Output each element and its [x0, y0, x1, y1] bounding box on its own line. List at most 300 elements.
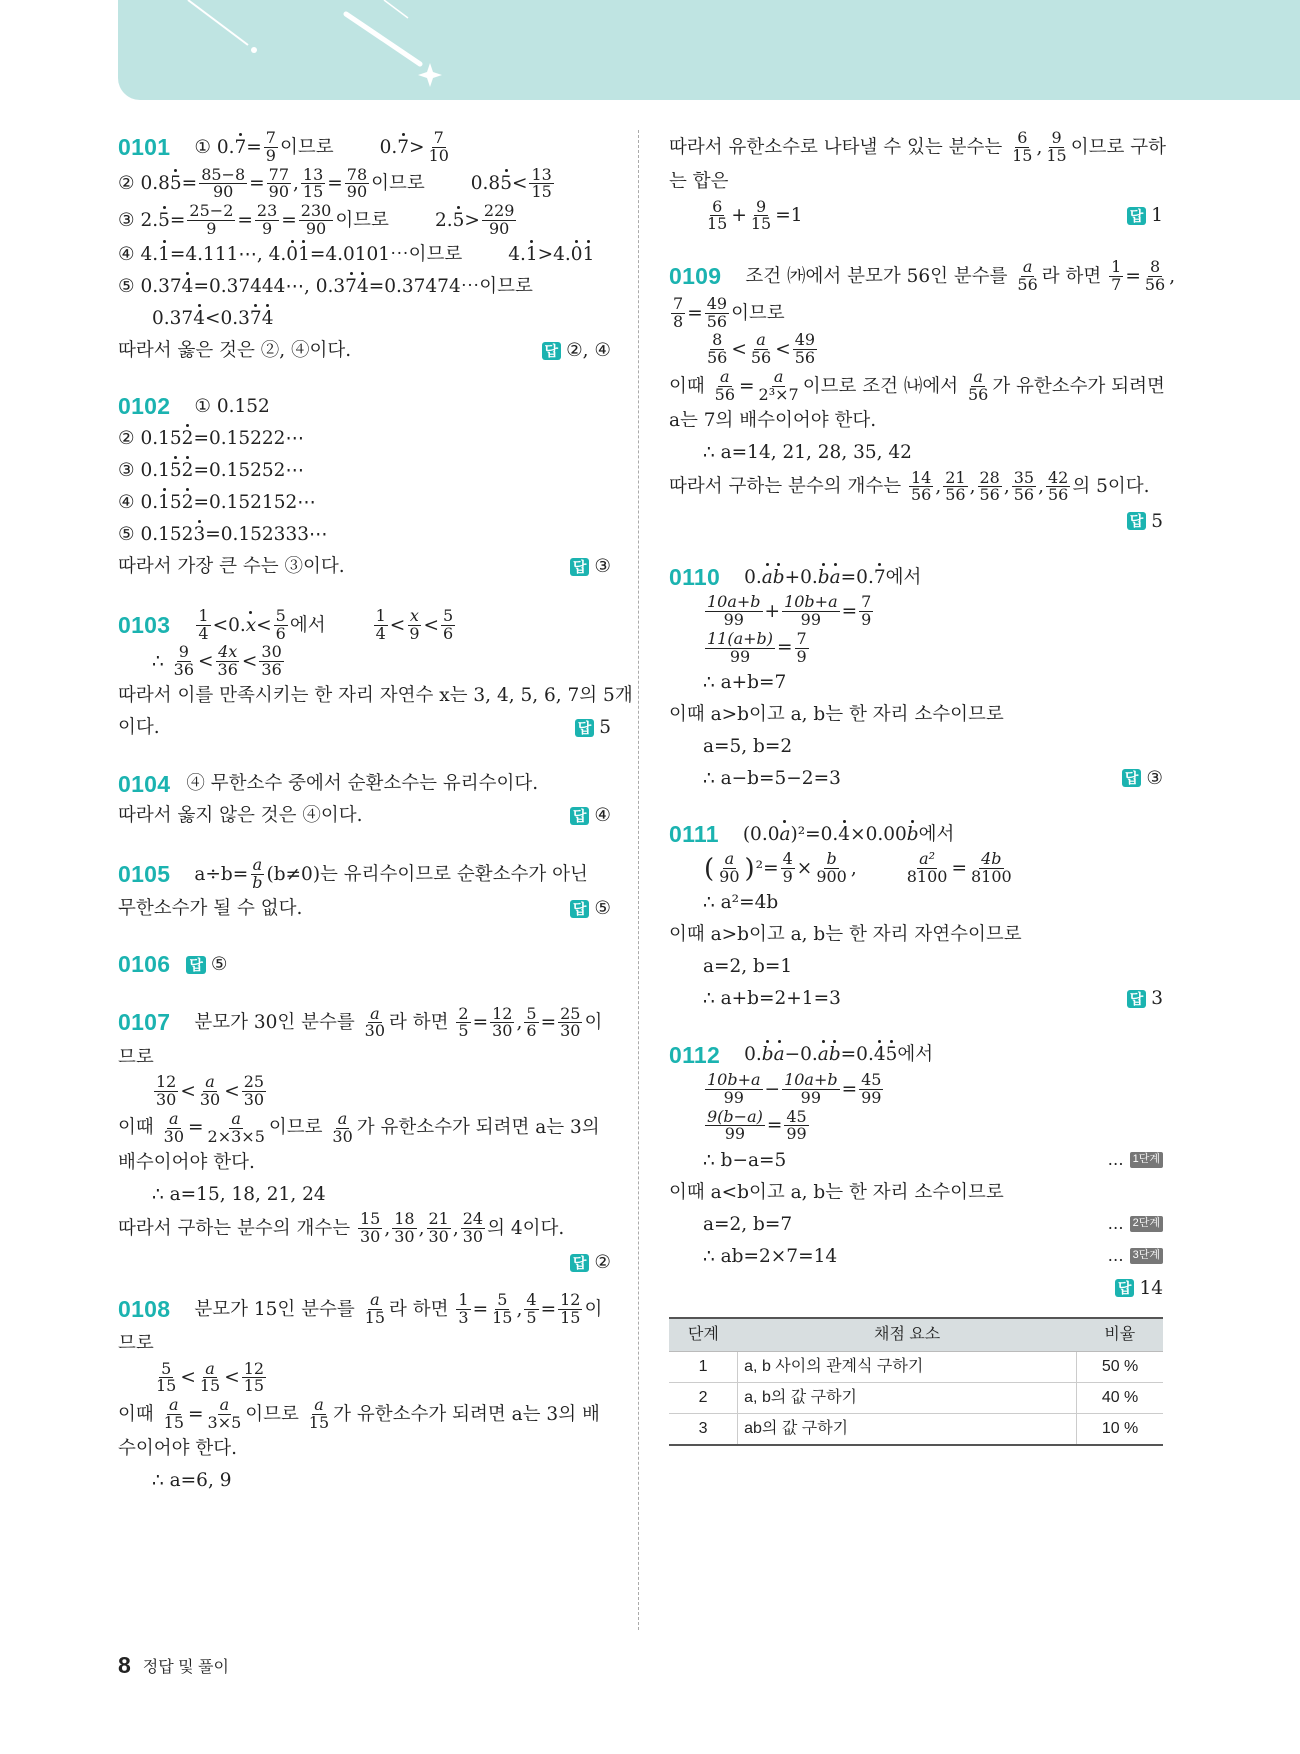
- numerator: 42: [1048, 467, 1069, 487]
- text: =: [281, 209, 297, 231]
- text: =0.: [840, 1044, 874, 1066]
- text: 2.: [434, 209, 453, 231]
- text: ② 0.8: [118, 173, 170, 195]
- text: ,: [452, 1218, 459, 1240]
- text: ,: [1036, 136, 1043, 158]
- fraction: [558, 1289, 582, 1327]
- text: =: [1125, 265, 1141, 287]
- p0109-line-5: [669, 406, 1163, 436]
- numerator: 7: [861, 592, 872, 612]
- p0102-conclusion: [118, 552, 611, 582]
- numerator: 9: [1051, 128, 1062, 147]
- text: =: [246, 136, 262, 158]
- repeat-digit: 5: [885, 1044, 898, 1066]
- numerator: 12: [156, 1072, 177, 1092]
- fraction: [782, 1069, 840, 1107]
- problem-number: 0106: [118, 951, 171, 978]
- answer-value: 3: [1151, 988, 1163, 1010]
- p0112-line-6: [669, 1209, 1163, 1239]
- answer: [570, 804, 611, 827]
- answer-value: ③: [1146, 767, 1163, 789]
- denominator: 15: [531, 182, 552, 202]
- p0101-line-6: [118, 304, 611, 334]
- text: >: [464, 209, 480, 231]
- p0103-line-3: [118, 681, 633, 711]
- denominator: 36: [217, 660, 238, 680]
- repeat-digit: 7: [234, 136, 247, 158]
- repeat-digit: 7: [345, 276, 357, 298]
- p0103-line-1: [118, 605, 611, 643]
- numerator: 45: [861, 1069, 882, 1089]
- numerator: 35: [1013, 467, 1035, 487]
- p0102-line-2: [118, 424, 611, 454]
- stage-marker: [1108, 1150, 1163, 1170]
- numerator: 5: [275, 605, 286, 625]
- p0111-line-6: [669, 984, 1163, 1014]
- denominator: 9: [261, 218, 273, 238]
- answer-badge: 답: [570, 807, 590, 825]
- fraction: [966, 366, 990, 404]
- streak-line-2: [346, 14, 420, 64]
- fraction: [969, 851, 1014, 886]
- numerator: 9: [178, 642, 189, 662]
- p0101-line-3: [118, 203, 611, 238]
- text: ⑤ 0.37: [118, 276, 182, 298]
- denominator: b: [252, 872, 263, 892]
- stage-marker: [1108, 1214, 1163, 1234]
- denominator: 5: [458, 1021, 469, 1041]
- problem-number: 0109: [669, 263, 722, 290]
- text: <: [241, 651, 258, 673]
- denominator: 9: [265, 145, 276, 165]
- p0112-line-2: [669, 1069, 1163, 1107]
- text: <: [198, 651, 214, 673]
- fraction: [1010, 130, 1034, 165]
- numerator: 7: [796, 628, 807, 648]
- text: =0.152333⋯: [205, 524, 328, 546]
- text: 는 합은: [669, 171, 729, 193]
- text: ,: [1169, 265, 1176, 287]
- fraction: [363, 1289, 387, 1327]
- fraction: [749, 196, 773, 234]
- text: <: [423, 614, 440, 636]
- p0112-line-3: [669, 1106, 1163, 1144]
- numerator: a: [1022, 257, 1033, 277]
- text: <: [731, 339, 747, 361]
- answer-badge: 답: [1127, 990, 1147, 1008]
- text: =: [739, 375, 755, 397]
- text: 가 유한소수가 되려면: [992, 375, 1165, 397]
- text: 에서: [918, 823, 955, 845]
- text: 이다.: [118, 717, 160, 739]
- text: =: [687, 302, 703, 324]
- denominator: 90: [346, 182, 368, 202]
- denominator: 6: [526, 1021, 537, 1041]
- numerator: 49: [794, 330, 816, 350]
- numerator: 25: [243, 1072, 265, 1092]
- text: 분모가 30인 분수를: [194, 1012, 355, 1034]
- text: 이때 a>b이고 a, b는 한 자리 소수이므로: [669, 703, 1004, 725]
- numerator: 1: [458, 1289, 469, 1309]
- denominator: 99: [723, 609, 744, 629]
- fraction: [757, 366, 801, 404]
- numerator: x: [409, 605, 419, 625]
- text: ,: [516, 1298, 523, 1320]
- denominator: 56: [707, 348, 728, 368]
- repeat-digit: a: [773, 1044, 785, 1066]
- text: 3: [238, 308, 250, 330]
- fraction: [456, 1289, 470, 1327]
- p0111-line-5: [669, 952, 1163, 982]
- numerator: 11(a+b): [707, 628, 774, 648]
- fraction: [264, 130, 278, 165]
- repeat-digit: a: [779, 823, 791, 845]
- cell-ratio: 50 %: [1077, 1352, 1163, 1383]
- p0107-line-1: [118, 1003, 611, 1041]
- p0101-line-5: [118, 272, 611, 302]
- text: ,: [293, 173, 299, 195]
- fraction: [905, 851, 950, 886]
- p0111-line-4: [669, 920, 1163, 950]
- numerator: a: [370, 1003, 380, 1023]
- fraction: [978, 467, 1002, 505]
- text: =1: [775, 205, 803, 227]
- fraction: [407, 605, 421, 643]
- text: +: [764, 600, 781, 622]
- text: 따라서 구하는 분수의 개수는: [669, 476, 902, 498]
- numerator: 229: [483, 201, 515, 221]
- numerator: 85−8: [201, 164, 246, 184]
- text: )²=0.: [790, 823, 839, 845]
- text: ∴ a²=4b: [703, 892, 779, 914]
- numerator: a: [724, 849, 735, 869]
- text: ,: [418, 1218, 425, 1240]
- denominator: 90: [305, 218, 327, 238]
- text: 이때: [118, 1403, 154, 1425]
- p0110-line-3: [669, 628, 1163, 666]
- denominator: 5: [526, 1307, 537, 1327]
- p0111-line-2: [669, 851, 1163, 886]
- text: −0.: [784, 1044, 818, 1066]
- p0112-line-1: [669, 1040, 1163, 1070]
- text: 따라서 구하는 분수의 개수는: [118, 1218, 351, 1240]
- fraction: [154, 1358, 178, 1396]
- answer: [1127, 987, 1163, 1010]
- answer-badge: 답: [570, 1254, 590, 1272]
- p0101-conclusion: [118, 336, 611, 366]
- denominator: 2×3×5: [207, 1126, 265, 1146]
- text: 0.37: [152, 308, 194, 330]
- repeat-digit: a: [829, 566, 841, 588]
- fraction: [427, 1211, 451, 1246]
- p0110-line-5: [669, 699, 1163, 729]
- ellipsis: …: [1107, 1214, 1124, 1234]
- repeat-digit: 1: [158, 244, 170, 266]
- fraction: [859, 1069, 883, 1107]
- text: <: [389, 614, 406, 636]
- repeat-digit: 5: [500, 173, 512, 195]
- denominator: 8100: [970, 867, 1012, 887]
- fraction: [206, 1108, 267, 1146]
- problem-number: 0104: [118, 770, 171, 797]
- numerator: 6: [712, 196, 723, 216]
- numerator: 7: [673, 293, 684, 313]
- text: 이므로: [279, 136, 334, 158]
- denominator: 56: [750, 348, 772, 368]
- p0108-line-7: [669, 128, 1166, 165]
- numerator: 4: [526, 1289, 537, 1309]
- text: =: [841, 600, 858, 622]
- fraction: [255, 203, 279, 238]
- fraction: [713, 366, 737, 404]
- text: ③ 2.: [118, 209, 159, 231]
- p0109-line-7: [669, 467, 1163, 505]
- denominator: 15: [1046, 145, 1067, 165]
- streak-line-3: [384, 0, 408, 18]
- repeat-digit: 2: [181, 460, 194, 482]
- text: 이므로 조건 ㈏에서: [802, 375, 959, 397]
- text: =4.0101⋯이므로: [309, 244, 463, 266]
- fraction: [705, 628, 775, 666]
- text: =: [540, 1298, 557, 1320]
- answer-value: ②: [594, 1252, 611, 1274]
- text: ④ 0.: [118, 492, 159, 514]
- fraction: [1044, 130, 1068, 165]
- repeat-digit: 7: [397, 136, 410, 158]
- fraction: [1012, 467, 1036, 505]
- numerator: 28: [979, 467, 1000, 487]
- p0109-line-4: [669, 366, 1165, 404]
- fraction: [1046, 467, 1070, 505]
- denominator: 90: [488, 218, 510, 238]
- repeat-digit: b: [772, 566, 785, 588]
- left-column: [118, 128, 633, 1498]
- text: 므로: [118, 1046, 154, 1068]
- problem-number: 0108: [118, 1295, 171, 1322]
- numerator: a: [337, 1108, 348, 1128]
- text: ④ 4.: [118, 244, 159, 266]
- numerator: b: [826, 849, 837, 869]
- denominator: 99: [723, 1087, 744, 1107]
- text: <: [180, 1080, 196, 1102]
- p0110-line-7: [669, 763, 1163, 793]
- text: 이므로 구하: [1070, 136, 1166, 158]
- fraction: [216, 644, 240, 679]
- text: 따라서 옳은 것은 ②, ④이다.: [118, 340, 352, 362]
- p0107-line-7: [118, 1211, 611, 1246]
- p0103-line-2: [118, 644, 611, 679]
- fraction: [705, 293, 729, 331]
- fraction: [307, 1397, 331, 1432]
- answer-badge: 답: [186, 956, 206, 974]
- denominator: 30: [199, 1089, 221, 1109]
- fraction: [242, 1074, 266, 1109]
- header-ratio: 비율: [1077, 1318, 1163, 1352]
- text: =: [237, 209, 253, 231]
- answer-badge: 답: [575, 719, 595, 737]
- text: 0.: [379, 136, 398, 158]
- text: ,: [969, 476, 976, 498]
- numerator: a: [205, 1358, 215, 1378]
- denominator: 56: [967, 384, 989, 404]
- problem-number: 0102: [118, 393, 171, 420]
- p0107-answer-line: [118, 1248, 611, 1278]
- fraction: [299, 203, 334, 238]
- denominator: 15: [163, 1412, 184, 1432]
- fraction: [363, 1003, 387, 1041]
- p0109-line-6: [669, 438, 1163, 468]
- fraction: [795, 628, 809, 666]
- fraction: [456, 1003, 470, 1041]
- p0101-line-1: [118, 130, 611, 165]
- numerator: 18: [394, 1209, 415, 1229]
- text: 분모가 15인 분수를: [194, 1298, 355, 1320]
- fraction: [441, 605, 455, 643]
- stage-tag: 1단계: [1130, 1152, 1163, 1168]
- fraction: [482, 203, 517, 238]
- numerator: 25−2: [189, 201, 234, 221]
- repeat-digit: 4: [261, 308, 274, 330]
- repeat-digit: 1: [525, 244, 538, 266]
- numerator: 10a+b: [707, 592, 761, 612]
- p0107-line-5: [118, 1147, 611, 1177]
- p0103-line-4: [118, 713, 611, 743]
- text: =: [777, 637, 793, 659]
- p0110-line-2: [669, 594, 1163, 629]
- text: 5: [169, 492, 182, 514]
- denominator: 2³×7: [758, 384, 799, 404]
- text: =: [540, 1012, 557, 1034]
- answer: [575, 716, 611, 739]
- text: <0.: [204, 308, 239, 330]
- repeat-digit: 0: [286, 244, 299, 266]
- repeat-digit: 1: [158, 492, 170, 514]
- fraction: [524, 1003, 538, 1041]
- denominator: 4: [375, 623, 386, 643]
- p0112-line-4: [669, 1145, 1163, 1175]
- text: <: [511, 173, 528, 195]
- p0109-line-1: [669, 257, 1176, 294]
- text: 따라서 가장 큰 수는 ③이다.: [118, 556, 345, 578]
- fraction: [461, 1211, 485, 1246]
- text: ,: [1038, 476, 1044, 498]
- fraction: [909, 467, 933, 505]
- text: 수이어야 한다.: [118, 1438, 237, 1460]
- repeat-digit: 7: [249, 308, 262, 330]
- repeat-digit: 4: [181, 276, 194, 298]
- repeat-digit: a: [817, 1044, 829, 1066]
- answer-badge: 답: [570, 558, 590, 576]
- numerator: 15: [360, 1209, 381, 1229]
- p0108-line-8: [669, 167, 1163, 197]
- text: 라 하면: [389, 1298, 449, 1320]
- repeat-digit: b: [761, 1044, 774, 1066]
- denominator: 900: [816, 867, 847, 887]
- fraction: [1143, 259, 1167, 294]
- fraction: [793, 332, 817, 367]
- numerator: 4b: [981, 849, 1002, 869]
- answer-value: ③: [594, 556, 611, 578]
- text: 따라서 이를 만족시키는 한 자리 자연수 x는 3, 4, 5, 6, 7의 5개: [118, 685, 633, 707]
- answer-value: 1: [1151, 205, 1163, 227]
- text: =0.152152⋯: [193, 492, 316, 514]
- denominator: 99: [724, 1124, 746, 1144]
- fraction: [250, 854, 264, 892]
- text: =0.37474⋯이므로: [368, 276, 533, 298]
- text: +0.: [784, 566, 818, 588]
- numerator: 12: [560, 1289, 581, 1309]
- text: =: [181, 173, 198, 195]
- text: 이므로: [245, 1403, 299, 1425]
- numerator: 21: [428, 1209, 449, 1229]
- numerator: 6: [1017, 128, 1028, 147]
- numerator: 10a+b: [784, 1069, 838, 1089]
- denominator: 9: [206, 218, 217, 238]
- text: ∴ a=14, 21, 28, 35, 42: [703, 442, 912, 463]
- numerator: 30: [261, 642, 282, 662]
- repeat-digit: 7: [873, 566, 886, 588]
- table-header-row: [669, 1318, 1163, 1352]
- p0108-line-5: [118, 1434, 611, 1464]
- numerator: a: [219, 1395, 230, 1415]
- text: 4.: [508, 244, 526, 266]
- p0101-line-4: [118, 240, 611, 270]
- fraction: [749, 332, 773, 367]
- denominator: 8: [673, 311, 684, 331]
- fraction: [345, 164, 369, 202]
- numerator: 7: [265, 128, 276, 147]
- repeat-digit: 5: [452, 209, 465, 231]
- text: ,: [384, 1218, 391, 1240]
- text: ,: [516, 1012, 523, 1034]
- p0107-line-4: [118, 1108, 611, 1146]
- text: a=2, b=1: [703, 956, 793, 978]
- denominator: 7: [1111, 274, 1122, 294]
- denominator: 15: [308, 1412, 330, 1432]
- answer-value: 5: [599, 717, 611, 739]
- text: 므로: [118, 1332, 154, 1354]
- answer-value: ⑤: [210, 954, 228, 975]
- text: 의 4이다.: [487, 1218, 565, 1240]
- text: =: [188, 1117, 204, 1139]
- text: 0.8: [470, 173, 501, 195]
- problem-number: 0112: [669, 1041, 721, 1068]
- text: 이때: [669, 375, 705, 397]
- text: <: [224, 1080, 240, 1102]
- text: 에서: [289, 614, 326, 636]
- answer: [570, 897, 611, 920]
- fraction: [1015, 259, 1039, 294]
- text: =: [188, 1403, 204, 1425]
- denominator: 99: [800, 609, 822, 629]
- fraction: [558, 1003, 582, 1041]
- answer: [1122, 767, 1163, 790]
- denominator: 6: [275, 623, 286, 643]
- denominator: 30: [492, 1021, 513, 1041]
- fraction: [274, 605, 288, 643]
- p0109-answer-line: [669, 506, 1163, 536]
- cell-stage: 2: [669, 1383, 738, 1414]
- repeat-digit: 5: [158, 209, 170, 231]
- sparkle-decoration: [118, 0, 1300, 100]
- answer-value: ②, ④: [566, 340, 611, 362]
- p0108-line-4: [118, 1397, 611, 1432]
- text: 0.: [744, 566, 762, 588]
- answer: [1127, 204, 1163, 227]
- fraction: [781, 851, 795, 886]
- stage-tag: 3단계: [1130, 1248, 1163, 1264]
- numerator: a: [773, 366, 784, 386]
